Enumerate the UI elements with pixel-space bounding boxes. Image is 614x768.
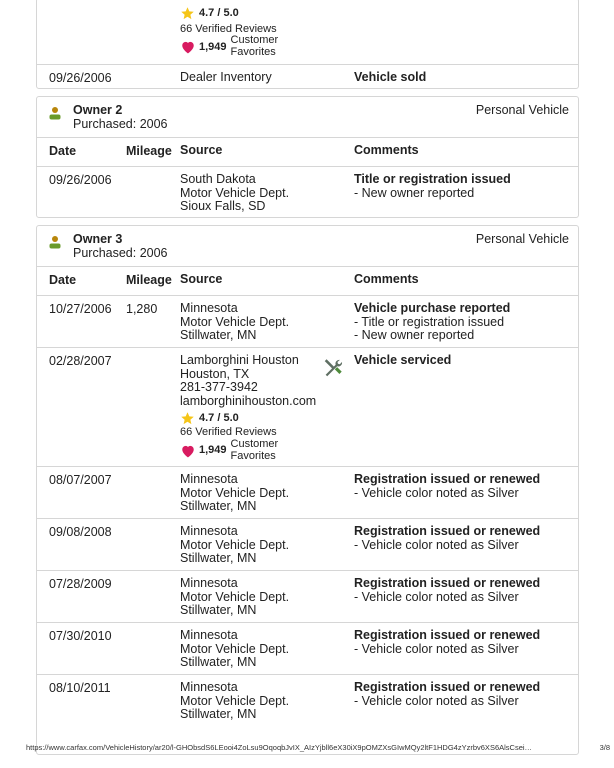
comment-title: Registration issued or renewed: [354, 576, 541, 590]
row-source: [180, 473, 289, 514]
source-line[interactable]: 281-377-3942: [180, 380, 258, 394]
comment-title: Registration issued or renewed: [354, 680, 541, 694]
row-comments: [354, 473, 540, 500]
wrench-screwdriver-icon: [322, 357, 344, 379]
source-line: Motor Vehicle Dept.: [180, 185, 290, 200]
source-line: Minnesota: [180, 576, 238, 590]
comment-line: - Vehicle color noted as Silver: [354, 537, 519, 552]
table-header-row: [37, 266, 578, 295]
source-line: Minnesota: [180, 472, 238, 486]
header-date: Date: [49, 273, 77, 287]
person-icon: [48, 235, 62, 249]
favorites-label: Customer Favorites: [230, 438, 279, 462]
comment-line: - Vehicle color noted as Silver: [354, 589, 519, 604]
comment-line: - New owner reported: [354, 185, 475, 200]
row-source: Dealer Inventory: [180, 70, 272, 84]
source-line: South Dakota: [180, 172, 256, 186]
source-line: Stillwater, MN: [180, 499, 257, 513]
source-line: Stillwater, MN: [180, 603, 257, 617]
source-line: Motor Vehicle Dept.: [180, 314, 290, 329]
source-line: Minnesota: [180, 628, 238, 642]
row-source: [180, 681, 289, 722]
row-mileage: 1,280: [126, 302, 158, 316]
comment-title: Registration issued or renewed: [354, 524, 541, 538]
source-line: Motor Vehicle Dept.: [180, 693, 290, 708]
footer-page-number: 3/8: [599, 743, 610, 752]
owner-3-header: [37, 226, 578, 266]
header-mileage: Mileage: [126, 144, 172, 158]
table-header-row: [37, 137, 578, 166]
owner-title: Owner 2: [73, 103, 123, 117]
dealer-website-link[interactable]: lamborghinihouston.com: [180, 393, 317, 408]
dealer-rating: [180, 411, 316, 426]
comment-line: - Vehicle color noted as Silver: [354, 641, 519, 656]
row-comments: [354, 302, 510, 343]
favorites-count: 1,949: [199, 443, 227, 456]
row-comments: [354, 354, 451, 368]
source-line: Stillwater, MN: [180, 655, 257, 669]
source-line: Sioux Falls, SD: [180, 199, 266, 213]
star-icon: [180, 411, 195, 426]
rating-value: 4.7 / 5.0: [199, 7, 239, 19]
table-row: [37, 347, 578, 466]
row-date: 09/08/2008: [49, 525, 112, 539]
source-line: Motor Vehicle Dept.: [180, 485, 290, 500]
header-mileage: Mileage: [126, 273, 172, 287]
table-row: [37, 570, 578, 622]
row-source: [180, 629, 289, 670]
table-row: [37, 622, 578, 674]
comment-line: - Vehicle color noted as Silver: [354, 693, 519, 708]
comment-line: - New owner reported: [354, 328, 475, 342]
owner-vehicle-type: Personal Vehicle: [475, 232, 569, 246]
source-line: Motor Vehicle Dept.: [180, 589, 290, 604]
row-comments: [354, 525, 540, 552]
source-line: Houston, TX: [180, 366, 250, 381]
row-date: 02/28/2007: [49, 354, 112, 368]
header-source: Source: [180, 272, 223, 286]
row-comment-title: Vehicle sold: [354, 70, 427, 84]
comment-title: Title or registration issued: [354, 172, 511, 186]
star-icon: [180, 6, 195, 21]
row-comments: [354, 681, 540, 708]
source-line: Lamborghini Houston: [180, 353, 299, 367]
comment-title: Registration issued or renewed: [354, 628, 541, 642]
table-row: [37, 466, 578, 518]
row-source: [180, 302, 289, 343]
heart-icon: [180, 444, 196, 458]
row-date: 08/07/2007: [49, 473, 112, 487]
row-date: 09/26/2006: [49, 71, 112, 85]
customer-favorites: [180, 439, 316, 462]
owner-vehicle-type: Personal Vehicle: [475, 103, 569, 117]
dealer-rating: [180, 6, 239, 21]
table-row: [37, 295, 578, 347]
header-comments: Comments: [354, 272, 419, 286]
source-line: Motor Vehicle Dept.: [180, 641, 290, 656]
row-date: 08/10/2011: [49, 681, 111, 695]
verified-reviews[interactable]: 66 Verified Reviews: [180, 23, 277, 35]
comment-line: - Title or registration issued: [354, 314, 505, 329]
owner-2-header: [37, 97, 578, 137]
owner-2-card: [36, 96, 579, 218]
source-line: Minnesota: [180, 524, 238, 538]
source-line: Stillwater, MN: [180, 551, 257, 565]
comment-line: - Vehicle color noted as Silver: [354, 485, 519, 500]
favorites-count: 1,949: [199, 40, 227, 53]
source-line: Stillwater, MN: [180, 707, 257, 721]
row-comments: [354, 577, 540, 604]
verified-reviews[interactable]: 66 Verified Reviews: [180, 426, 277, 438]
row-date: 09/26/2006: [49, 173, 112, 187]
print-footer: [26, 743, 610, 752]
header-comments: Comments: [354, 143, 419, 157]
row-source: [180, 354, 316, 462]
row-date: 07/28/2009: [49, 577, 112, 591]
row-comments: [354, 173, 511, 200]
row-source: [180, 577, 289, 618]
row-date: 10/27/2006: [49, 302, 112, 316]
person-icon: [48, 106, 62, 120]
owner-purchased: Purchased: 2006: [73, 117, 168, 131]
favorites-label: Customer Favorites: [230, 34, 279, 58]
header-source: Source: [180, 143, 223, 157]
source-line: Stillwater, MN: [180, 328, 257, 342]
table-row: [37, 166, 578, 218]
owner-title: Owner 3: [73, 232, 123, 246]
source-line: Motor Vehicle Dept.: [180, 537, 290, 552]
comment-title: Registration issued or renewed: [354, 472, 541, 486]
rating-value: 4.7 / 5.0: [199, 412, 239, 424]
owner-purchased: Purchased: 2006: [73, 246, 168, 260]
comment-title: Vehicle serviced: [354, 353, 452, 367]
row-source: [180, 525, 289, 566]
row-source: [180, 173, 289, 214]
heart-icon: [180, 40, 196, 54]
header-date: Date: [49, 144, 77, 158]
table-row: [37, 674, 578, 726]
source-line: Minnesota: [180, 680, 238, 694]
row-date: 07/30/2010: [49, 629, 112, 643]
owner-3-card: [36, 225, 579, 755]
table-row: [37, 64, 578, 90]
top-owner-card: [36, 0, 579, 89]
comment-title: Vehicle purchase reported: [354, 301, 511, 315]
source-line: Minnesota: [180, 301, 238, 315]
footer-url: https://www.carfax.com/VehicleHistory/ar20/l-GHObsdS6LEooi4ZoLsu9OqoqbJvIX_AIzYjbll6eX30iX9pOMZXsGIwMQy2ltF1HDG4zYzrbv6XS6AlsCsei…: [26, 743, 533, 752]
customer-favorites: [180, 35, 283, 58]
table-row: [37, 518, 578, 570]
row-comments: [354, 629, 540, 656]
